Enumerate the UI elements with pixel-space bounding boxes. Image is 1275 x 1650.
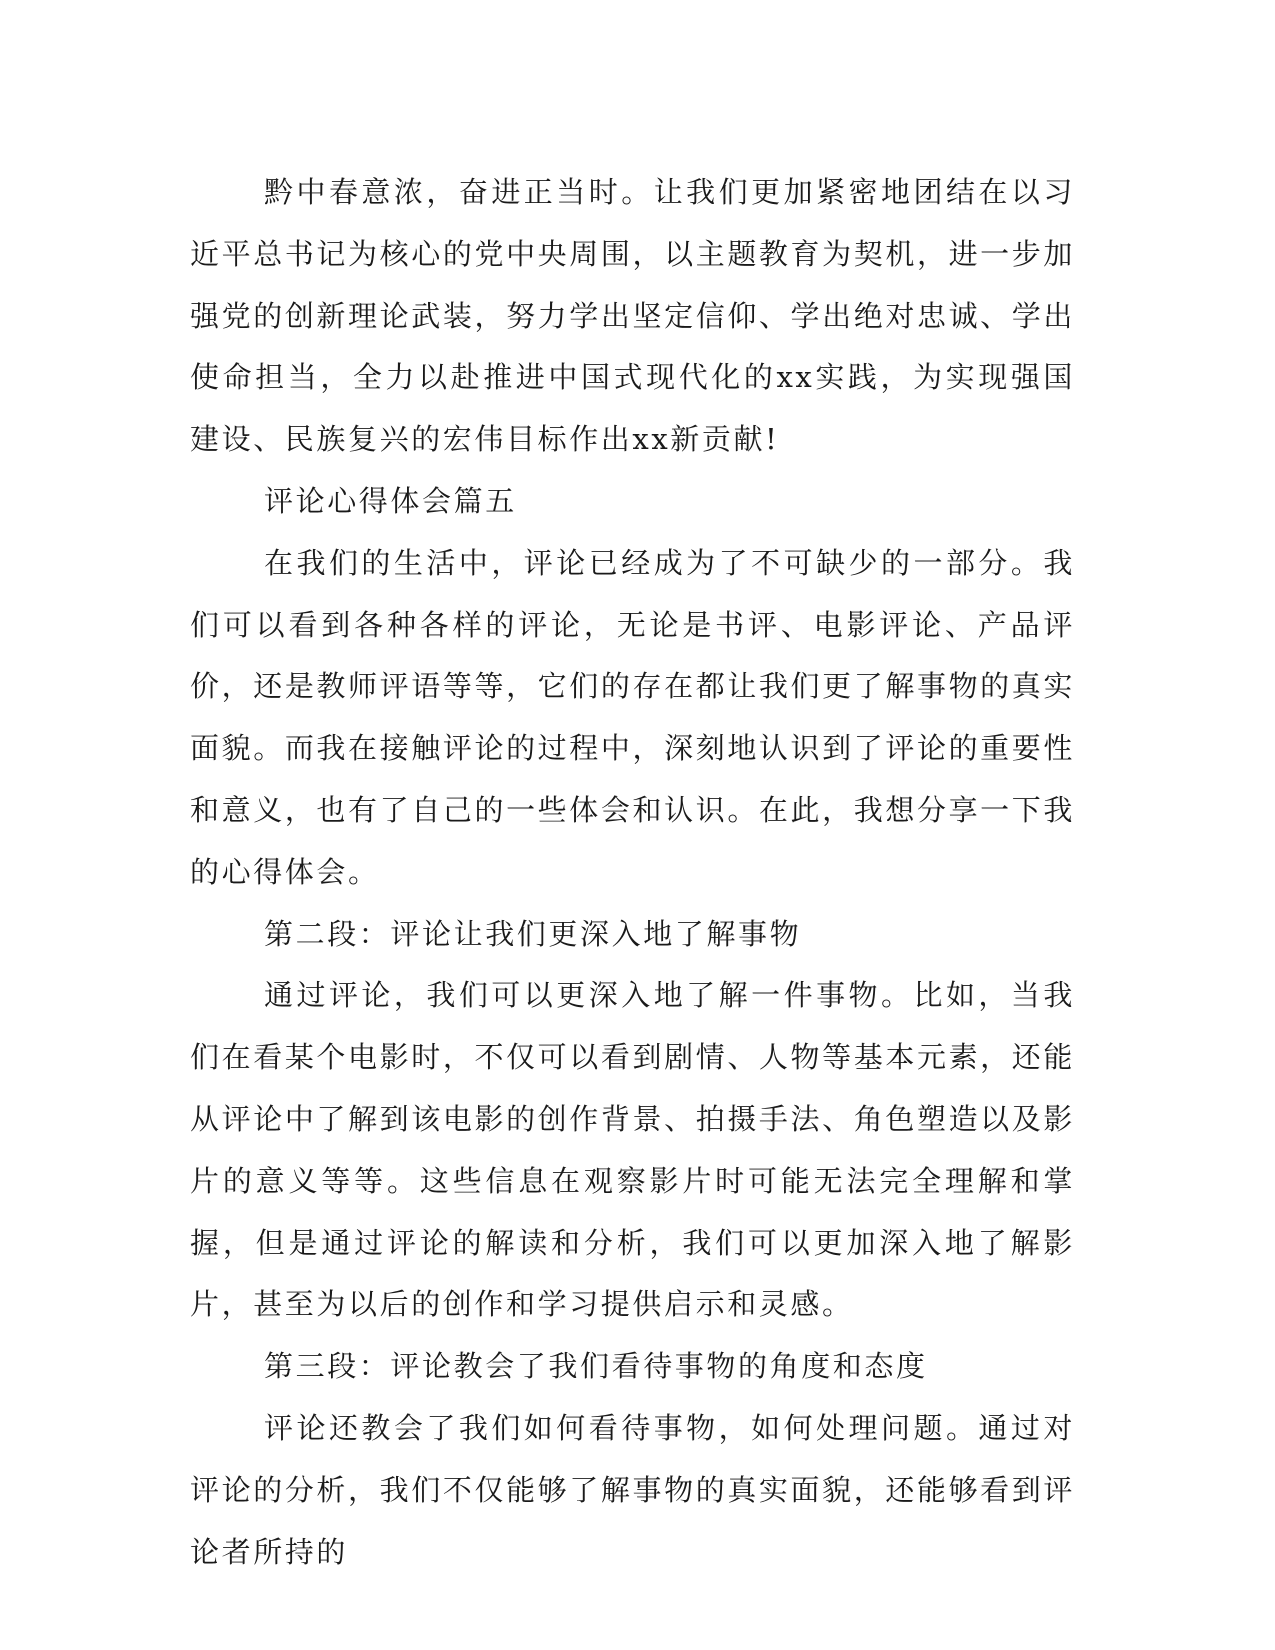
paragraph-2: 通过评论，我们可以更深入地了解一件事物。比如，当我们在看某个电影时，不仅可以看到剧情、人物等基本元素，还能从评论中了解到该电影的创作背景、拍摄手法、角色塑造以及影片的意义等等。这些信息在观察影片时可能无法完全理解和掌握，但是通过评论的解读和分析，我们可以更加深入地了解影片，甚至为以后的创作和学习提供启示和灵感。 bbox=[190, 978, 1075, 1322]
paragraph-intro: 在我们的生活中，评论已经成为了不可缺少的一部分。我们可以看到各种各样的评论，无论是书评、电影评论、产品评价，还是教师评语等等，它们的存在都让我们更了解事物的真实面貌。而我在接触评论的过程中，深刻地认识到了评论的重要性和意义，也有了自己的一些体会和认识。在此，我想分享一下我的心得体会。 bbox=[190, 545, 1075, 889]
paragraph-3: 评论还教会了我们如何看待事物，如何处理问题。通过对评论的分析，我们不仅能够了解事物的真实面貌，还能够看到评论者所持的 bbox=[190, 1410, 1075, 1569]
document-body bbox=[190, 162, 1075, 1583]
section-title: 评论心得体会篇五 bbox=[264, 483, 517, 518]
section-heading-2: 第二段：评论让我们更深入地了解事物 bbox=[264, 916, 802, 951]
section-heading-3: 第三段：评论教会了我们看待事物的角度和态度 bbox=[264, 1349, 928, 1384]
paragraph-closing: 黔中春意浓，奋进正当时。让我们更加紧密地团结在以习近平总书记为核心的党中央周围，以主题教育为契机，进一步加强党的创新理论武装，努力学出坚定信仰、学出绝对忠诚、学出使命担当，全力以赴推进中国式现代化的xx实践，为实现强国建设、民族复兴的宏伟目标作出xx新贡献! bbox=[190, 175, 1075, 457]
